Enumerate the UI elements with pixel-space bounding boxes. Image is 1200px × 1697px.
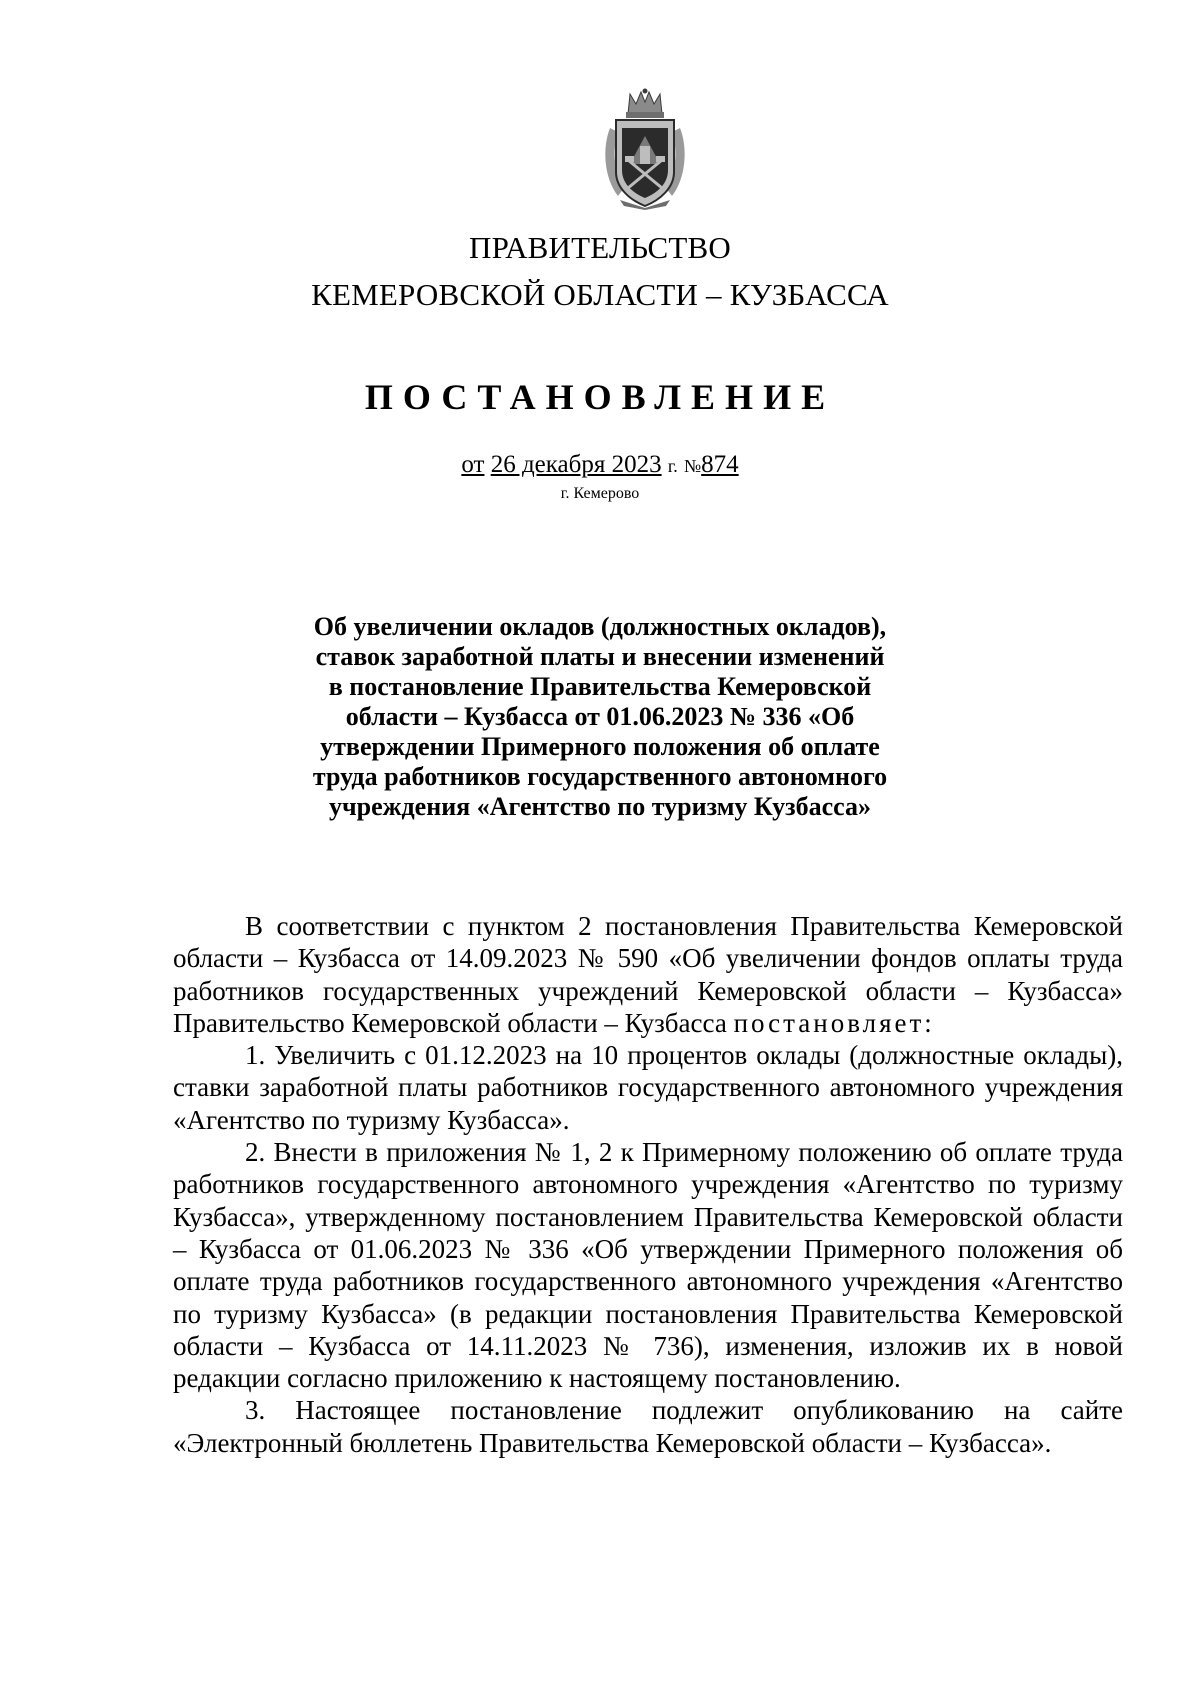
document-title: [300, 612, 900, 822]
title-line: Об увеличении окладов (должностных окладов),: [313, 612, 887, 641]
number-mark: №: [683, 456, 702, 476]
item-1-paragraph: 1. Увеличить с 01.12.2023 на 10 процентов оклады (должностные оклады), ставки заработной платы работников государственного автономного учреждения «Агентство по туризму Кузбасса».: [173, 1040, 1123, 1135]
document-date: 26 декабря 2023: [490, 451, 662, 478]
date-number-line: [0, 450, 1200, 481]
title-line: утверждении Примерного положения об оплате: [320, 732, 880, 761]
document-number: 874: [701, 451, 739, 478]
title-line: учреждения «Агентство по туризму Кузбасса»: [329, 792, 871, 821]
preamble-text: В соответствии с пунктом 2 постановления Правительства Кемеровской области – Кузбасса от 14.09.2023 № 590 «Об увеличении фондов оплаты труда работников государственных учреждений Кемеровской области – Кузбасса» Правительство Кемеровской области – Кузбасса: [173, 911, 1123, 1038]
item-2-paragraph: 2. Внести в приложения № 1, 2 к Примерному положению об оплате труда работников государственного автономного учреждения «Агентство по туризму Кузбасса», утвержденному постановлением Правительства Кемеровской области – Кузбасса от 01.06.2023 № 336 «Об утверждении Примерного положения об оплате труда работников государственного автономного учреждения «Агентство по туризму Кузбасса» (в редакции постановления Правительства Кемеровской области – Кузбасса от 14.11.2023 № 736), изменения, изложив их в новой редакции согласно приложению к настоящему постановлению.: [173, 1137, 1123, 1394]
preamble-paragraph: [173, 910, 1123, 1039]
government-name-line1: ПРАВИТЕЛЬСТВО: [469, 230, 731, 265]
document-city: г. Кемерово: [560, 485, 640, 502]
preamble-verb: постановляет:: [733, 1007, 935, 1038]
title-line: ставок заработной платы и внесении изменений: [315, 642, 885, 671]
title-line: области – Кузбасса от 01.06.2023 № 336 «Об: [345, 702, 855, 731]
document-type: ПОСТАНОВЛЕНИЕ: [364, 377, 836, 417]
coat-of-arms-icon: [600, 88, 690, 210]
title-line: труда работников государственного автономного: [312, 762, 888, 791]
government-name-line2: КЕМЕРОВСКОЙ ОБЛАСТИ – КУЗБАССА: [311, 277, 889, 312]
date-prefix: от: [461, 451, 485, 478]
year-mark: г.: [667, 456, 678, 476]
title-line: в постановление Правительства Кемеровской: [328, 672, 872, 701]
document-body: [173, 910, 1123, 1459]
item-3-paragraph: 3. Настоящее постановление подлежит опубликованию на сайте «Электронный бюллетень Правительства Кемеровской области – Кузбасса».: [173, 1395, 1123, 1458]
